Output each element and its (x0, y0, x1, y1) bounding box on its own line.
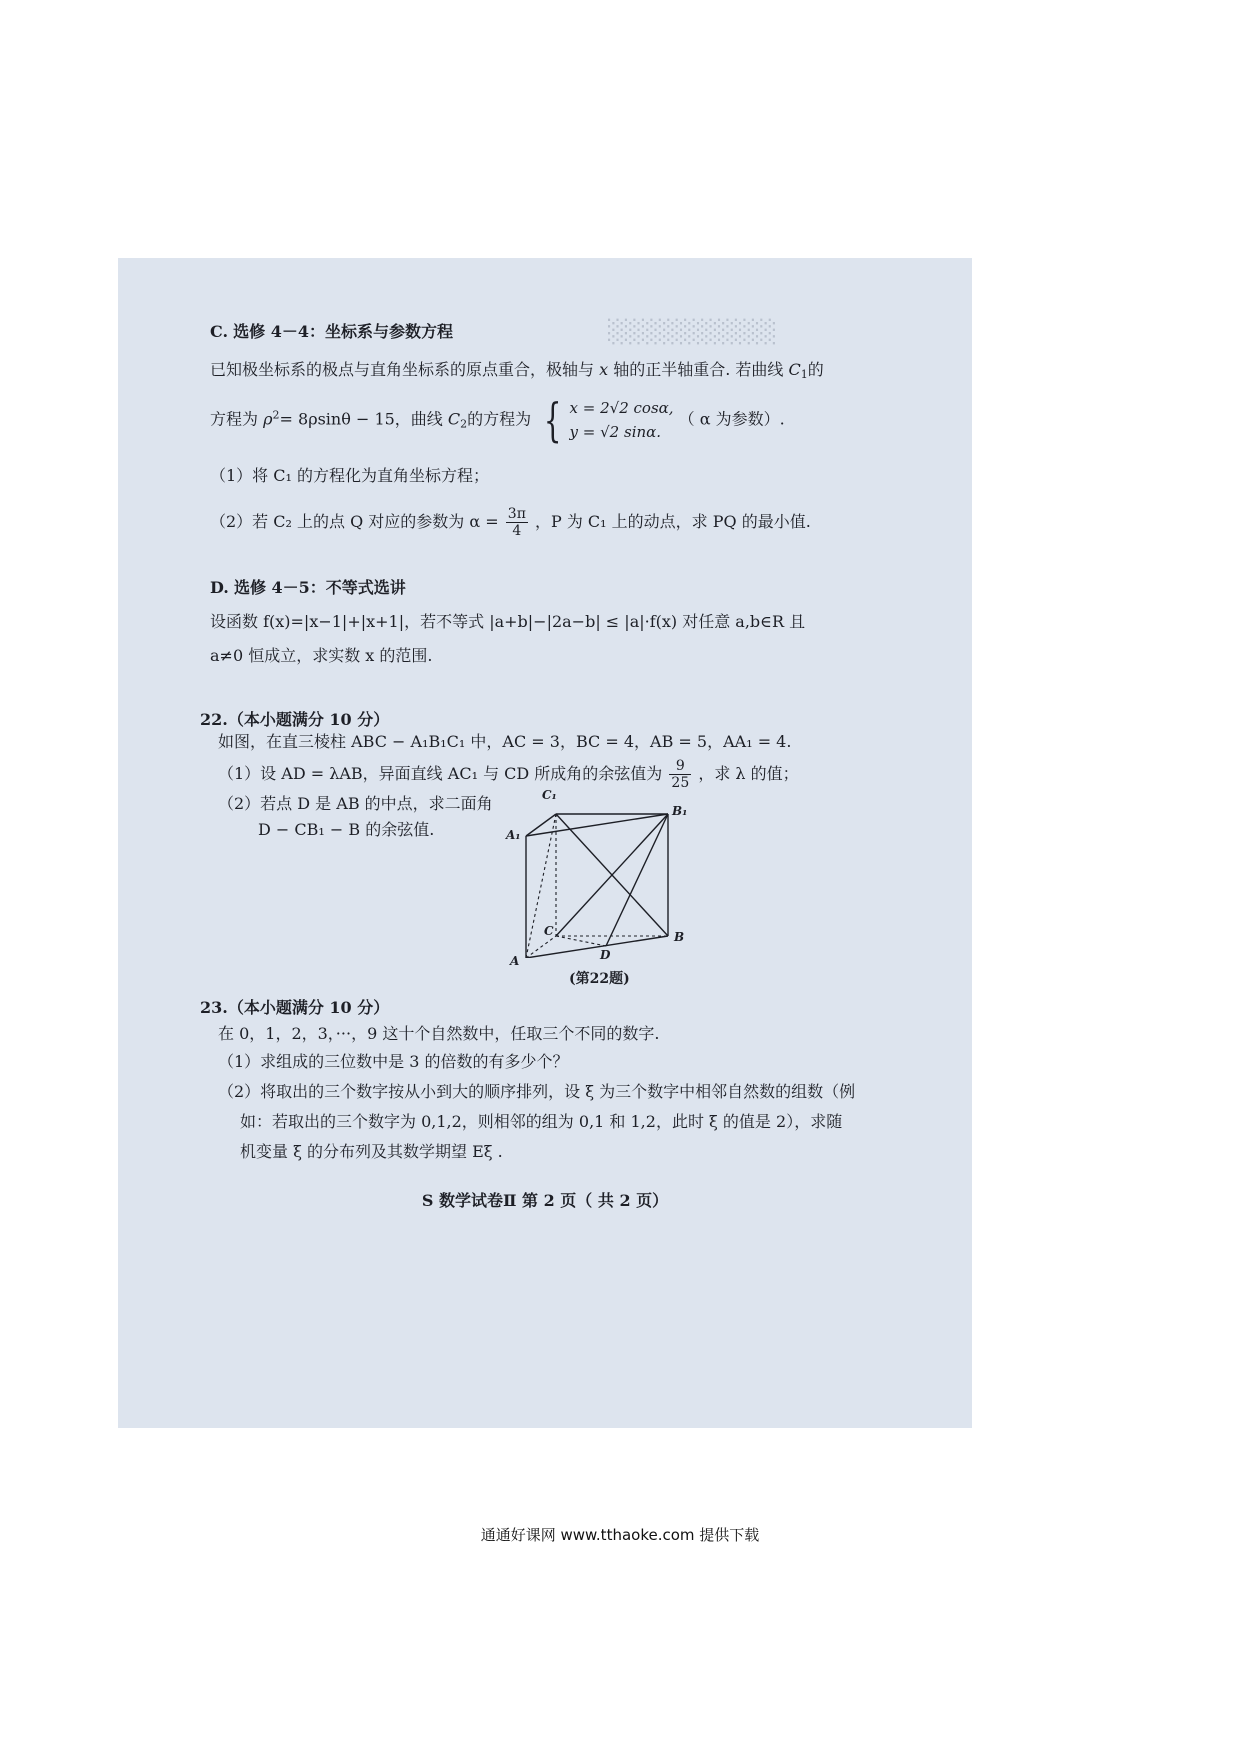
q22-p2b: D − CB₁ − B 的余弦值. (258, 820, 435, 839)
section-c-line1b: 轴的正半轴重合. 若曲线 (613, 360, 784, 379)
page-footer: S 数学试卷Ⅱ 第 2 页（ 共 2 页） (421, 1191, 669, 1210)
section-c-eq-polar: = 8ρsinθ − 15，曲线 (279, 409, 443, 429)
edge-c-d (556, 936, 606, 946)
fraction-3pi-4: $\frac{3\pi}{4}$ (507, 506, 526, 539)
parametric-system: { x = 2√2 cosα, y = √2 sinα. (544, 393, 674, 447)
scanned-page: ░░░░░░░░░░ C. 选修 4－4：坐标系与参数方程 已知极坐标系的极点与直角坐标系的原点重合，极轴与 x 轴的正半轴重合. 若曲线 $C_1$的 方程为 $\rho^2= 8\rho\sin\theta - 15$，曲线 $C_2$的方程为 { x = 2√2 cosα, y = √2 sinα. （ α 为参数）. （1）将 C₁ 的方程化为直角坐标方程； （2）若 C₂ 上的点 Q 对应的参数为 α = $\frac{3\pi}{4}$ ，P 为 C₁ 上的动点，求 PQ 的最小值. D. 选修 4－5：不等式选讲 设函数 f(x)=|x−1|+|x+1|，若不等式 |a+b|−|2a−b| ≤ |a|·f(x) 对任意 a,b∈R 且 a≠0 恒成立，求实数 x 的范围. 22.（本小题满分 10 分） 如图，在直三棱柱 ABC − A₁B₁C₁ 中，AC = 3，BC = 4，AB = 5，AA₁ = 4. （1）设 AD = λAB，异面直线 AC₁ 与 CD 所成角的余弦值为 $\frac{9}{25}$ ，求 λ 的值； （2）若点 D 是 AB 的中点，求二面角 D − CB₁ − B 的余弦值. C₁ B₁ A₁ C B A D (第22题) 23.（本小题满分 10 分） 在 0，1，2，3，···，9 这十个自然数中，任取三个不同的数字. （1）求组成的三位数中是 3 的倍数的有多少个？ （2）将取出的三个数字按从小到大的顺序排列，设 ξ 为三个数字中相邻自然数的组数（例 如：若取出的三个数字为 0,1,2，则相邻的组为 0,1 和 1,2，此时 ξ 的值是 2），求随 机变量 ξ 的分布列及其数学期望 Eξ . S 数学试卷Ⅱ 第 2 页（ 共 2 页） (118, 258, 972, 1428)
site-watermark[interactable]: 通通好课网 www.tthaoke.com 提供下载 (480, 1526, 760, 1544)
q22-line1: 如图，在直三棱柱 ABC − A₁B₁C₁ 中，AC = 3，BC = 4，AB = 5，AA₁ = 4. (218, 732, 792, 751)
q23-p2a: （2）将取出的三个数字按从小到大的顺序排列，设 ξ 为三个数字中相邻自然数的组数（例 (218, 1082, 856, 1101)
section-c-line1c: 的 (807, 360, 824, 379)
figure-caption: (第22题) (569, 971, 630, 987)
label-a1: A₁ (506, 828, 521, 842)
section-c-q2b: ，P 为 C₁ 上的动点，求 PQ 的最小值. (534, 512, 811, 531)
q22-p1b: ，求 λ 的值； (698, 764, 799, 783)
fraction-9-25: $\frac{9}{25}$ (671, 758, 690, 791)
q23-p2c: 机变量 ξ 的分布列及其数学期望 Eξ . (240, 1142, 503, 1161)
section-c-eq-c2: 的方程为 (467, 409, 532, 429)
label-c: C (544, 924, 554, 938)
label-a: A (510, 954, 520, 968)
section-c-q2a: （2）若 C₂ 上的点 Q 对应的参数为 α = (210, 512, 499, 531)
edge-a-b (526, 936, 668, 958)
section-d-label: D. (210, 578, 229, 597)
prism-figure (502, 788, 702, 968)
label-b: B (674, 930, 685, 944)
q23-number: 23.（本小题满分 10 分） (200, 998, 390, 1017)
edge-a1-b1 (526, 814, 668, 836)
section-c-label: C. (210, 322, 229, 341)
section-c-eq-prefix: 方程为 (210, 409, 259, 429)
q23-p1: （1）求组成的三位数中是 3 的倍数的有多少个？ (218, 1052, 569, 1071)
label-b1: B₁ (672, 804, 688, 818)
q22-number: 22.（本小题满分 10 分） (200, 710, 390, 729)
q22-p1a: （1）设 AD = λAB，异面直线 AC₁ 与 CD 所成角的余弦值为 (218, 764, 663, 783)
label-c1: C₁ (542, 788, 557, 802)
section-c-q1: （1）将 C₁ 的方程化为直角坐标方程； (210, 466, 490, 485)
param-eq-y: y = √2 sinα. (569, 423, 662, 441)
q23-p2b: 如：若取出的三个数字为 0,1,2，则相邻的组为 0,1 和 1,2，此时 ξ 的值是 2），求随 (240, 1112, 843, 1131)
section-d-line1: 设函数 f(x)=|x−1|+|x+1|，若不等式 |a+b|−|2a−b| ≤ |a|·f(x) 对任意 a,b∈R 且 (210, 612, 806, 631)
q23-line1: 在 0，1，2，3，···，9 这十个自然数中，任取三个不同的数字. (218, 1024, 660, 1043)
section-c-line1: 已知极坐标系的极点与直角坐标系的原点重合，极轴与 (210, 360, 595, 379)
param-eq-x: x = 2√2 cosα, (569, 399, 674, 417)
bleed-through-marks: ░░░░░░░░░░ (608, 320, 778, 345)
section-d-title: 选修 4－5：不等式选讲 (233, 578, 406, 597)
q22-p2a: （2）若点 D 是 AB 的中点，求二面角 (218, 794, 493, 813)
section-d-line2: a≠0 恒成立，求实数 x 的范围. (210, 646, 433, 665)
section-c-title: 选修 4－4：坐标系与参数方程 (233, 322, 453, 341)
param-note: （ α 为参数）. (678, 409, 785, 429)
label-d: D (600, 948, 611, 962)
